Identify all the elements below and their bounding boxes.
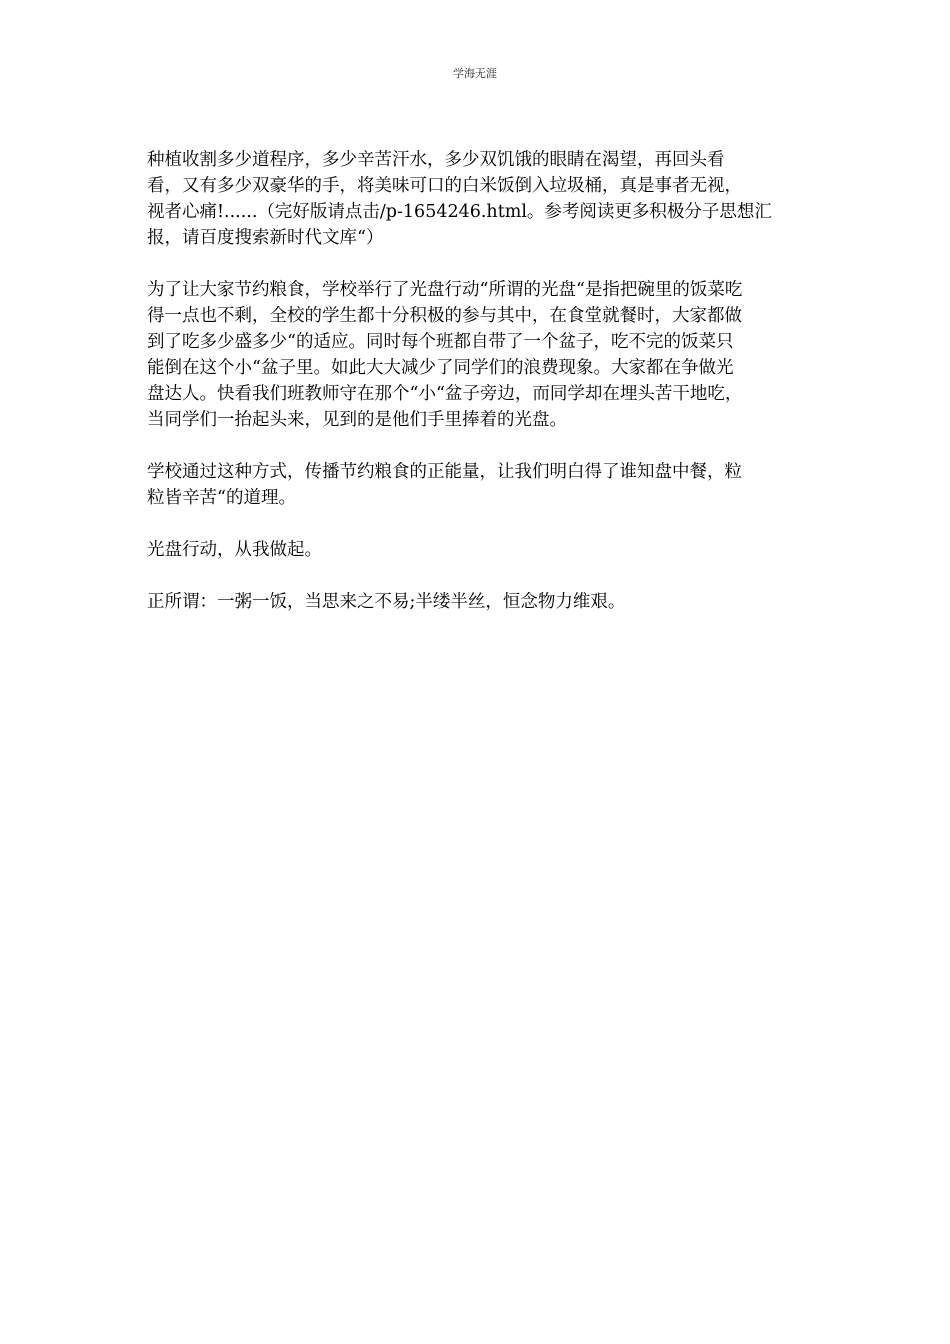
paragraph-1 <box>147 147 807 251</box>
paragraph-line: 为了让大家节约粮食，学校举行了光盘行动“所谓的光盘“是指把碗里的饭菜吃 <box>147 280 743 300</box>
paragraph-line: 学校通过这种方式，传播节约粮食的正能量，让我们明白得了谁知盘中餐，粒 <box>147 462 742 482</box>
paragraph-3 <box>147 459 807 511</box>
paragraph-line: 盘达人。快看我们班教师守在那个“小“盆子旁边，而同学却在埋头苦干地吃， <box>147 384 743 404</box>
paragraph-line: 报，请百度搜索新时代文库“） <box>147 228 384 248</box>
paragraph-line: 当同学们一抬起头来，见到的是他们手里捧着的光盘。 <box>147 410 567 430</box>
page-header: 学海无涯 <box>453 67 497 80</box>
paragraph-line: 正所谓：一粥一饭，当思来之不易;半缕半丝，恒念物力维艰。 <box>147 592 626 612</box>
paragraph-4 <box>147 537 807 563</box>
paragraph-2 <box>147 277 807 433</box>
paragraph-line: 到了吃多少盛多少“的适应。同时每个班都自带了一个盆子，吃不完的饭菜只 <box>147 332 734 352</box>
paragraph-line: 粒皆辛苦“的道理。 <box>147 488 296 508</box>
paragraph-line: 视者心痛!......（完好版请点击/p-1654246.html。参考阅读更多积极分子思想汇 <box>147 202 772 222</box>
paragraph-line: 看，又有多少双豪华的手，将美味可口的白米饭倒入垃圾桶，真是事者无视， <box>147 176 742 196</box>
paragraph-line: 能倒在这个小“盆子里。如此大大减少了同学们的浪费现象。大家都在争做光 <box>147 358 734 378</box>
paragraph-line: 得一点也不剩，全校的学生都十分积极的参与其中，在食堂就餐时，大家都做 <box>147 306 742 326</box>
paragraph-line: 光盘行动，从我做起。 <box>147 540 322 560</box>
paragraph-5 <box>147 589 807 615</box>
paragraph-line: 种植收割多少道程序，多少辛苦汗水，多少双饥饿的眼睛在渴望，再回头看 <box>147 150 725 170</box>
document-body <box>147 147 807 641</box>
